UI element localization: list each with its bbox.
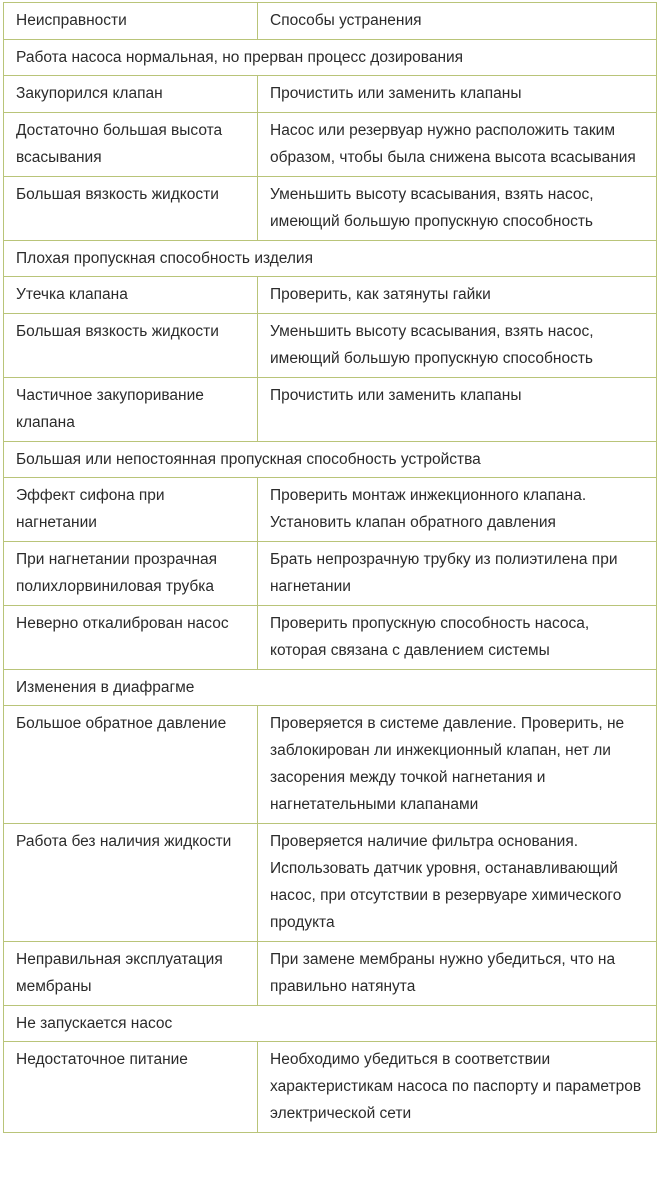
problem-cell: Закупорился клапан [4, 76, 258, 113]
table-header-row [4, 3, 657, 40]
problem-cell: Недостаточное питание [4, 1042, 258, 1133]
table-row [4, 314, 657, 378]
problem-cell: Частичное закупоривание клапана [4, 378, 258, 442]
solution-cell: Проверить пропускную способность насоса, которая связана с давлением системы [258, 606, 657, 670]
solution-cell: Уменьшить высоту всасывания, взять насос, имеющий большую пропускную способность [258, 314, 657, 378]
problem-cell: Работа без наличия жидкости [4, 824, 258, 942]
solution-cell: Уменьшить высоту всасывания, взять насос, имеющий большую пропускную способность [258, 177, 657, 241]
problem-cell: Большая вязкость жидкости [4, 314, 258, 378]
table-row [4, 277, 657, 314]
solution-cell: При замене мембраны нужно убедиться, что на правильно натянута [258, 942, 657, 1006]
troubleshooting-table [3, 2, 657, 1133]
table-row [4, 113, 657, 177]
solution-cell: Брать непрозрачную трубку из полиэтилена при нагнетании [258, 542, 657, 606]
section-row [4, 670, 657, 706]
table-row [4, 824, 657, 942]
problem-cell: Большое обратное давление [4, 706, 258, 824]
section-title: Не запускается насос [4, 1006, 657, 1042]
section-title: Большая или непостоянная пропускная способность устройства [4, 442, 657, 478]
section-title: Работа насоса нормальная, но прерван процесс дозирования [4, 40, 657, 76]
table-row [4, 942, 657, 1006]
problem-cell: Неправильная эксплуатация мембраны [4, 942, 258, 1006]
table-row [4, 706, 657, 824]
problem-cell: Большая вязкость жидкости [4, 177, 258, 241]
solution-cell: Проверить, как затянуты гайки [258, 277, 657, 314]
section-row [4, 1006, 657, 1042]
section-row [4, 442, 657, 478]
table-row [4, 542, 657, 606]
section-title: Изменения в диафрагме [4, 670, 657, 706]
header-remedies: Способы устранения [258, 3, 657, 40]
solution-cell: Проверяется наличие фильтра основания. Использовать датчик уровня, останавливающий насос, при отсутствии в резервуаре химического продукта [258, 824, 657, 942]
table-row [4, 76, 657, 113]
solution-cell: Необходимо убедиться в соответствии характеристикам насоса по паспорту и параметров электрической сети [258, 1042, 657, 1133]
table-row [4, 177, 657, 241]
solution-cell: Прочистить или заменить клапаны [258, 378, 657, 442]
header-faults: Неисправности [4, 3, 258, 40]
solution-cell: Проверить монтаж инжекционного клапана. Установить клапан обратного давления [258, 478, 657, 542]
solution-cell: Прочистить или заменить клапаны [258, 76, 657, 113]
table-row [4, 606, 657, 670]
solution-cell: Проверяется в системе давление. Проверить, не заблокирован ли инжекционный клапан, нет ли засорения между точкой нагнетания и нагнетательными клапанами [258, 706, 657, 824]
problem-cell: Достаточно большая высота всасывания [4, 113, 258, 177]
section-row [4, 40, 657, 76]
table-row [4, 1042, 657, 1133]
problem-cell: При нагнетании прозрачная полихлорвиниловая трубка [4, 542, 258, 606]
problem-cell: Утечка клапана [4, 277, 258, 314]
section-row [4, 241, 657, 277]
problem-cell: Неверно откалиброван насос [4, 606, 258, 670]
table-row [4, 478, 657, 542]
solution-cell: Насос или резервуар нужно расположить таким образом, чтобы была снижена высота всасывания [258, 113, 657, 177]
section-title: Плохая пропускная способность изделия [4, 241, 657, 277]
table-row [4, 378, 657, 442]
problem-cell: Эффект сифона при нагнетании [4, 478, 258, 542]
